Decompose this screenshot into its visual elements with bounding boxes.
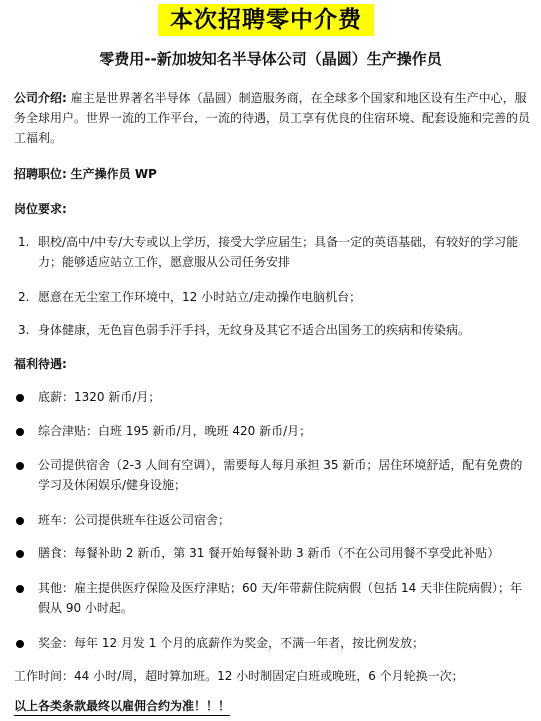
company-intro-text: 雇主是世界著名半导体（晶圆）制造服务商，在全球多个国家和地区设有生产中心，服务全球用户。世界一流的工作平台，一流的待遇，员工享有优良的住宿环境、配套设施和完善的员工福利。 — [14, 91, 531, 145]
requirement-text: 愿意在无尘室工作环境中，12 小时站立/走动操作电脑机台； — [38, 290, 362, 304]
requirement-number: 3. — [18, 323, 30, 337]
requirement-text: 身体健康，无色盲色弱手汗手抖，无纹身及其它不适合出国务工的疾病和传染病。 — [38, 323, 471, 337]
requirement-text: 职校/高中/中专/大专或以上学历，接受大学应届生；具备一定的英语基础，有较好的学习能力；能够适应站立工作，愿意服从公司任务安排 — [38, 235, 519, 269]
benefit-text: 班车：公司提供班车往返公司宿舍； — [38, 513, 231, 527]
benefit-text: 奖金：每年 12 月发 1 个月的底薪作为奖金，不满一年者，按比例发放； — [38, 636, 425, 650]
title-banner: 本次招聘零中介费 — [158, 4, 374, 36]
requirement-number: 1. — [18, 235, 30, 249]
bullet-icon — [16, 585, 24, 593]
benefit-text: 综合津贴：白班 195 新币/月，晚班 420 新币/月； — [38, 424, 312, 438]
page-subtitle: 零费用--新加坡知名半导体公司（晶圆）生产操作员 — [99, 50, 442, 68]
benefit-text: 膳食：每餐补助 2 新币，第 31 餐开始每餐补助 3 新币（不在公司用餐不享受此补贴） — [38, 546, 500, 560]
requirement-number: 2. — [18, 290, 30, 304]
company-intro-label: 公司介绍: — [14, 91, 67, 105]
bullet-icon — [16, 640, 24, 648]
benefit-text: 其他：雇主提供医疗保险及医疗津贴；60 天/年带薪住院病假（包括 14 天非住院病假）；年假从 90 小时起。 — [38, 581, 523, 615]
benefit-text: 底薪：1320 新币/月； — [38, 390, 161, 404]
benefit-text: 公司提供宿舍（2-3 人间有空调），需要每人每月承担 35 新币；居住环境舒适，配有免费的学习及休闲娱乐/健身设施； — [38, 458, 523, 492]
bullet-icon — [16, 462, 24, 470]
company-intro — [14, 88, 530, 148]
job-position-value: 生产操作员 WP — [70, 167, 157, 181]
work-hours: 工作时间：44 小时/周，超时算加班。12 小时制固定白班或晚班，6 个月轮换一次； — [14, 669, 464, 683]
requirements-title: 岗位要求: — [14, 202, 67, 216]
job-position-label: 招聘职位: — [14, 167, 67, 181]
benefits-title: 福利待遇: — [14, 357, 67, 371]
bullet-icon — [16, 428, 24, 436]
bullet-icon — [16, 550, 24, 558]
bullet-icon — [16, 394, 24, 402]
terms-footer-note: 以上各类条款最终以雇佣合约为准！！！ — [14, 697, 230, 716]
job-position — [14, 164, 530, 184]
bullet-icon — [16, 517, 24, 525]
